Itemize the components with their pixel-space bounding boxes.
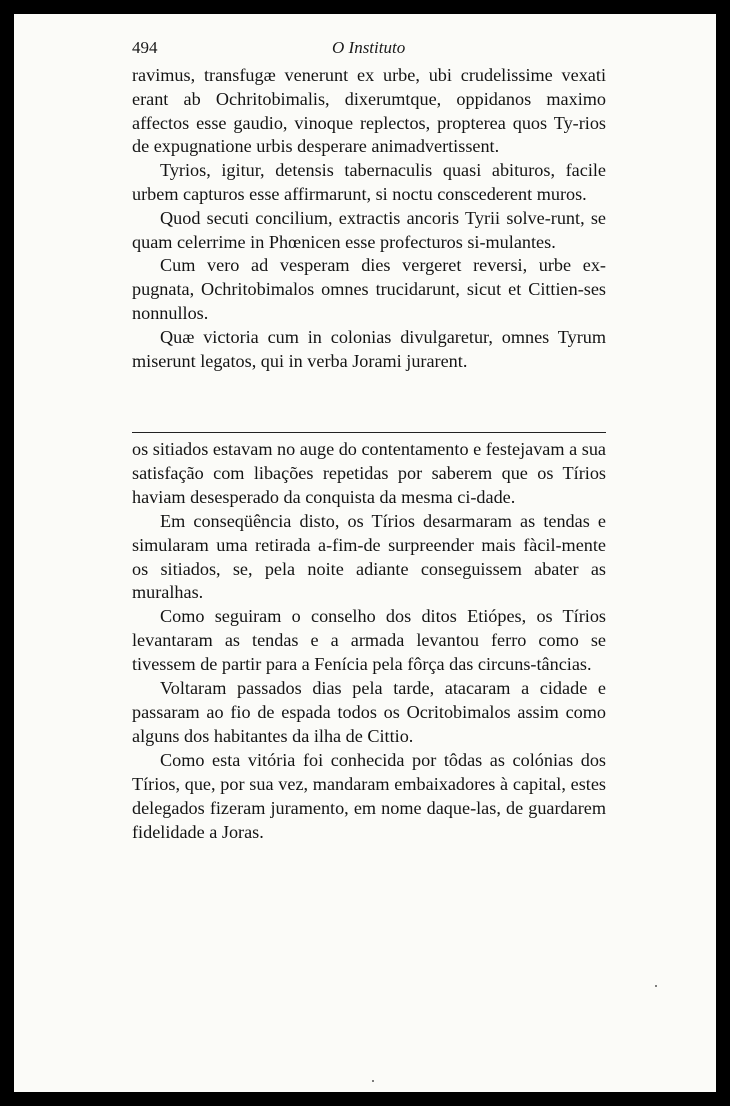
print-speck (655, 985, 657, 987)
page-number: 494 (132, 38, 158, 57)
portuguese-paragraph: Como seguiram o conselho dos ditos Etiópes, os Tírios levantaram as tendas e a armada levantou ferro como se tivessem de partir para a Fenícia pela fôrça das circuns-tâncias. (132, 606, 606, 675)
portuguese-paragraph: Voltaram passados dias pela tarde, atacaram a cidade e passaram ao fio de espada todos os Ocritobimalos assim como alguns dos habitantes da ilha de Cittio. (132, 678, 606, 746)
page-header (132, 38, 622, 62)
latin-paragraph: Cum vero ad vesperam dies vergeret reversi, urbe ex-pugnata, Ochritobimalos omnes trucidarunt, sicut et Cittien-ses nonnullos. (132, 255, 606, 323)
portuguese-paragraph: Em conseqüência disto, os Tírios desarmaram as tendas e simularam uma retirada a-fim-de surpreender mais fàcil-mente os sitiados, se, pela noite adiante conseguissem abater as muralhas. (132, 510, 606, 603)
portuguese-paragraph: os sitiados estavam no auge do contentamento e festejavam a sua satisfação com libações repetidas por saberem que os Tírios haviam desesperado da conquista da mesma ci-dade. (132, 439, 606, 507)
section-divider (132, 432, 606, 433)
latin-paragraph: Tyrios, igitur, detensis tabernaculis quasi abituros, facile urbem capturos esse affirmarunt, si noctu conscederent muros. (132, 160, 606, 204)
latin-paragraph: Quod secuti concilium, extractis ancoris Tyrii solve-runt, se quam celerrime in Phœnicen esse profecturos si-mulantes. (132, 207, 606, 252)
print-speck (372, 1080, 374, 1082)
latin-text-block (132, 64, 606, 373)
latin-paragraph: ravimus, transfugæ venerunt ex urbe, ubi crudelissime vexati erant ab Ochritobimalis, dixerumtque, oppidanos maximo affectos esse gaudio, vinoque replectos, propterea quos Ty-rios de expugnatione urbis desperare animadvertissent. (132, 65, 606, 157)
running-title: O Instituto (332, 38, 406, 57)
portuguese-text-block (132, 438, 606, 844)
portuguese-paragraph: Como esta vitória foi conhecida por tôdas as colónias dos Tírios, que, por sua vez, mandaram embaixadores à capital, estes delegados fizeram juramento, em nome daque-las, de guardarem fidelidade a Joras. (132, 749, 606, 842)
latin-paragraph: Quæ victoria cum in colonias divulgaretur, omnes Tyrum miserunt legatos, qui in verba Jorami jurarent. (132, 326, 606, 371)
